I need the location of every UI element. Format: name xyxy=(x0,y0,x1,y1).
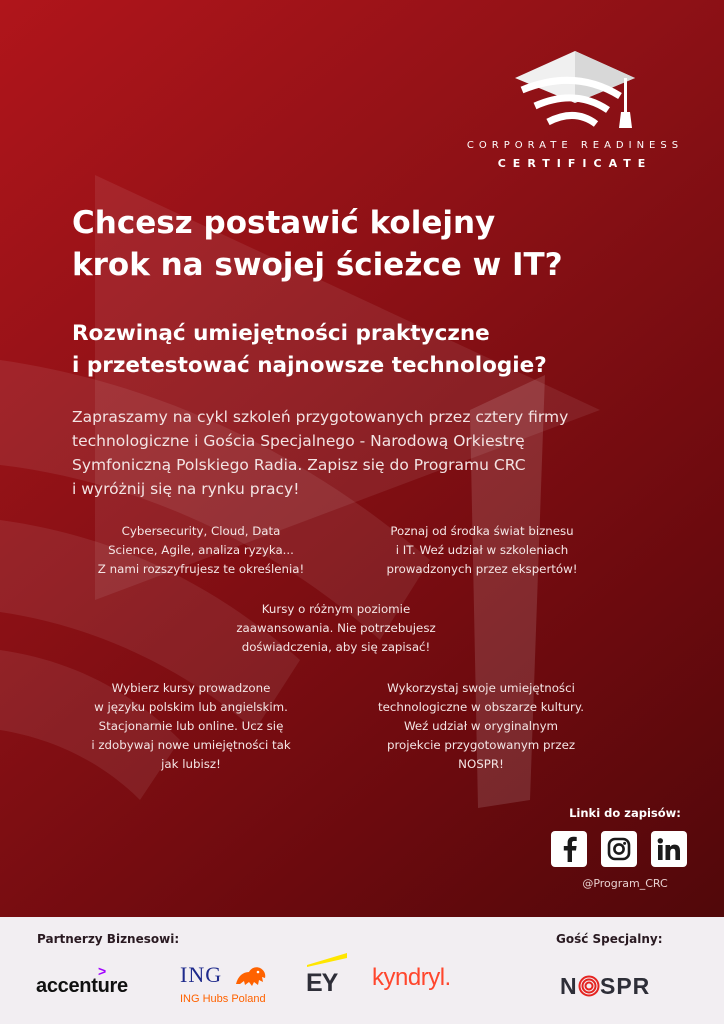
logo-text-line2: CERTIFICATE xyxy=(497,157,653,170)
graduation-cap-wifi-icon xyxy=(510,48,640,130)
links-title: Linki do zapisów: xyxy=(569,806,681,820)
feature-line: Science, Agile, analiza ryzyka... xyxy=(108,543,294,557)
facebook-link[interactable] xyxy=(551,831,587,867)
logo-text-line1: CORPORATE READINESS xyxy=(466,140,684,151)
feature-line: technologiczne w obszarze kultury. xyxy=(378,700,584,714)
instagram-link[interactable] xyxy=(601,831,637,867)
intro-paragraph xyxy=(72,405,672,501)
feature-culture xyxy=(350,679,612,774)
guest-label: Gość Specjalny: xyxy=(556,932,663,946)
feature-line: Z nami rozszyfrujesz te określenia! xyxy=(97,562,305,576)
ey-beam-icon xyxy=(305,953,347,967)
ing-lion-icon xyxy=(234,964,268,988)
feature-line: zaawansowania. Nie potrzebujesz xyxy=(236,621,436,635)
headline-line1: Chcesz postawić kolejny xyxy=(72,205,496,241)
feature-line: Kursy o różnym poziomie xyxy=(261,602,411,616)
feature-line: doświadczenia, aby się zapisać! xyxy=(241,640,431,654)
crc-logo xyxy=(440,48,710,170)
headline-line2: krok na swojej ścieżce w IT? xyxy=(72,247,563,283)
accenture-wordmark: accenture xyxy=(36,975,128,997)
kyndryl-logo: kyndryl. xyxy=(372,964,451,991)
feature-line: Wykorzystaj swoje umiejętności xyxy=(387,681,575,695)
subheadline-line2: i przetestować najnowsze technologie? xyxy=(72,353,547,378)
nospr-ring-icon xyxy=(578,975,600,997)
feature-line: i IT. Weź udział w szkoleniach xyxy=(395,543,569,557)
intro-line: Symfoniczną Polskiego Radia. Zapisz się do Programu CRC xyxy=(72,456,526,474)
intro-line: technologiczne i Gościa Specjalnego - Narodową Orkiestrę xyxy=(72,432,525,450)
feature-line: projekcie przygotowanym przez xyxy=(386,738,576,752)
subheadline-line1: Rozwinąć umiejętności praktyczne xyxy=(72,321,490,346)
social-handle: @Program_CRC xyxy=(582,877,668,890)
nospr-logo xyxy=(560,973,670,1001)
feature-line: i zdobywaj nowe umiejętności tak xyxy=(91,738,291,752)
linkedin-icon xyxy=(657,838,681,860)
linkedin-link[interactable] xyxy=(651,831,687,867)
footer-partners xyxy=(0,917,724,1024)
nospr-letters-spr: SPR xyxy=(600,973,651,999)
feature-levels xyxy=(205,600,467,657)
accenture-mark: > xyxy=(98,963,107,979)
ing-logo xyxy=(180,962,275,1012)
feature-business xyxy=(352,522,612,579)
feature-line: Stacjonarnie lub online. Ucz się xyxy=(98,719,284,733)
feature-line: w języku polskim lub angielskim. xyxy=(94,700,288,714)
nospr-letter-n: N xyxy=(560,973,577,999)
feature-line: prowadzonych przez ekspertów! xyxy=(386,562,578,576)
accenture-logo xyxy=(36,965,146,1003)
feature-line: Cybersecurity, Cloud, Data xyxy=(121,524,281,538)
facebook-icon xyxy=(559,836,579,862)
intro-line: Zapraszamy na cykl szkoleń przygotowanych przez cztery firmy xyxy=(72,408,569,426)
subheadline xyxy=(72,318,692,382)
partners-label: Partnerzy Biznesowi: xyxy=(37,932,180,946)
instagram-icon xyxy=(607,837,631,861)
intro-line: i wyróżnij się na rynku pracy! xyxy=(72,480,300,498)
feature-line: NOSPR! xyxy=(458,757,504,771)
ing-hubs-label: ING Hubs Poland xyxy=(180,993,266,1005)
feature-topics xyxy=(70,522,332,579)
headline xyxy=(72,202,672,286)
feature-language xyxy=(60,679,322,774)
feature-line: Weź udział w oryginalnym xyxy=(403,719,559,733)
feature-line: jak lubisz! xyxy=(161,757,221,771)
ey-logo xyxy=(305,953,350,1003)
ey-wordmark: EY xyxy=(306,969,338,997)
ing-wordmark: ING xyxy=(180,962,223,987)
feature-line: Poznaj od środka świat biznesu xyxy=(390,524,574,538)
feature-line: Wybierz kursy prowadzone xyxy=(111,681,271,695)
